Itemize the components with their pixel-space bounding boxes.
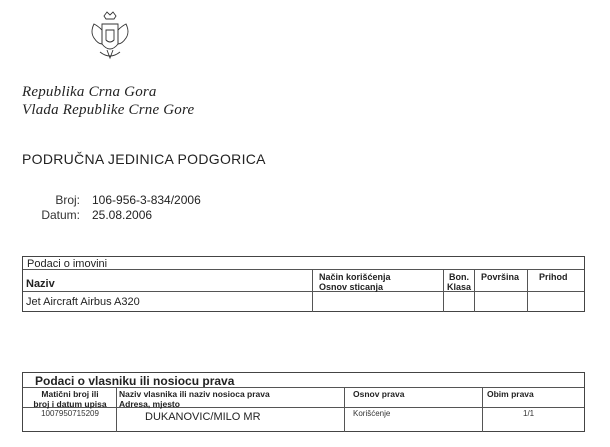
- unit-title: PODRUČNA JEDINICA PODGORICA: [22, 151, 266, 167]
- broj-label: Broj:: [55, 193, 80, 207]
- broj-value: 106-956-3-834/2006: [92, 193, 201, 207]
- header-prihod: Prihod: [539, 272, 568, 282]
- owner-table: [22, 372, 585, 432]
- organization-name: Republika Crna Gora: [22, 84, 157, 100]
- table-divider: [482, 387, 483, 432]
- header-naziv-line2: Adresa, mjesto: [119, 399, 180, 409]
- table-divider: [23, 291, 584, 292]
- header-nacin-line1: Način korišćenja: [319, 272, 391, 282]
- table-divider: [23, 269, 584, 270]
- owner-section-title: Podaci o vlasniku ili nosiocu prava: [35, 374, 235, 388]
- owner-obim-cell: 1/1: [523, 409, 535, 418]
- header-maticni-broj: [25, 389, 115, 409]
- table-divider: [23, 387, 584, 388]
- header-naziv-line1: Naziv vlasnika ili naziv nosioca prava: [119, 389, 270, 399]
- header-bon-line2: Klasa: [446, 282, 472, 292]
- header-naziv-vlasnika: [119, 389, 270, 409]
- header-nacin-koriscenja: [319, 272, 391, 292]
- header-maticni-line1: Matični broj ili: [41, 389, 99, 399]
- coat-of-arms-icon: [88, 10, 132, 62]
- owner-osnov-cell: Korišćenje: [353, 409, 391, 418]
- header-maticni-line2: broj i datum upisa: [33, 399, 107, 409]
- header-obim-prava: Obim prava: [487, 389, 534, 399]
- header-povrsina: Površina: [481, 272, 520, 282]
- owner-id-cell: 1007950715209: [41, 409, 99, 418]
- table-divider: [116, 387, 117, 432]
- datum-label: Datum:: [41, 208, 80, 222]
- property-name-cell: Jet Aircraft Airbus A320: [26, 296, 140, 308]
- property-section-title: Podaci o imovini: [27, 258, 108, 270]
- owner-name-cell: DUKANOVIC/MILO MR: [145, 411, 261, 423]
- government-name: Vlada Republike Crne Gore: [22, 102, 195, 118]
- header-naziv: Naziv: [26, 278, 55, 290]
- table-divider: [312, 269, 313, 312]
- header-osnov-prava: Osnov prava: [353, 389, 405, 399]
- table-divider: [443, 269, 444, 312]
- table-divider: [344, 387, 345, 432]
- header-nacin-line2: Osnov sticanja: [319, 282, 384, 292]
- table-divider: [474, 269, 475, 312]
- header-bon-klasa: [445, 272, 473, 292]
- header-bon-line1: Bon.: [449, 272, 469, 282]
- datum-value: 25.08.2006: [92, 208, 153, 222]
- table-divider: [527, 269, 528, 312]
- property-table: [22, 256, 585, 312]
